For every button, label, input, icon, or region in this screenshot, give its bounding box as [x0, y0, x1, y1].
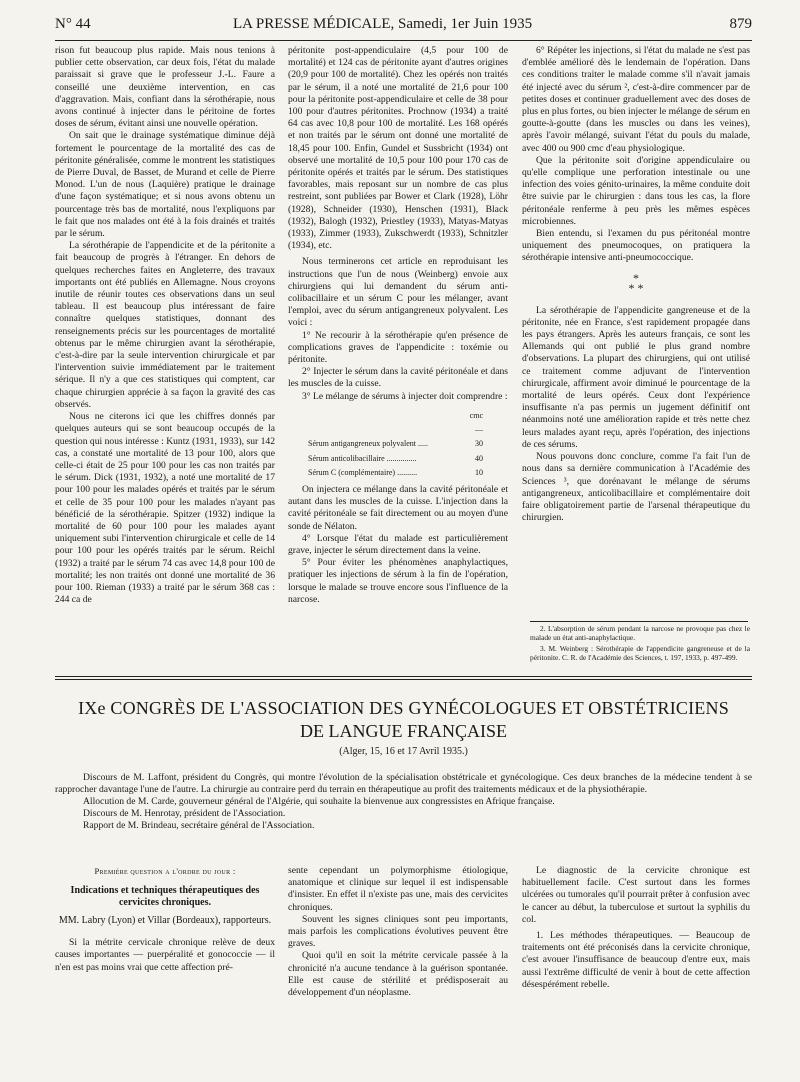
paragraph: On sait que le drainage systématique diminue déjà fortement le pourcentage de la mortalité des cas de péritonite généralisée, comme le montrent les statistiques de Pierre Duval, de Basset, de Murand et celle de Pierre Monod. L'un de nous (Laquière) pratique le drainage d'une façon systématique; et si nous avons obtenu un pourcentage très bas de mortalité, nous l'expliquons par le fait que nos malades ont été à la fois drainés et traités par le sérum. — [55, 130, 275, 240]
speech-entry: Rapport de M. Brindeau, secrétaire général de l'Association. — [83, 820, 315, 831]
congress-column-2 — [288, 865, 508, 999]
table-row: Sérum anticolibacillaire ............... 40 — [308, 453, 483, 463]
congress-subtitle: (Alger, 15, 16 et 17 Avril 1935.) — [339, 746, 468, 757]
paragraph: péritonite post-appendiculaire (4,5 pour 100 de mortalité) et 124 cas de péritonite ayant d'autres origines (20,9 pour 100 de mortalité). Chez les opérés non traités par le sérum, il a noté une mortalité de 21,6 pour 100 pour la péritonite post-appendiculaire et celle de 38 pour 100 pour d'autres péritonites. Prochnow (1934) a traité 64 cas avec 10,8 pour 100 de mortalité. Les 168 opérés et non traités par le sérum ont donné une mortalité de 18,45 pour 100. Enfin, Gundel et Sussbricht (1934) ont observé une mortalité de 10,5 pour 100 pour 170 cas de péritonite opérés et traités par le sérum. Des statistiques favorables, mais reposant sur un nombre de cas plus restreint, sont publiées par Bower et Clark (1928), Löhr (1928), Schneider (1930), Henschen (1931), Black (1932), Balogh (1932), Priestley (1933), Matyas-Matyas (1933), Zimmer (1933), Zukschwerdt (1933), Schnitzler (1934), etc. — [288, 45, 508, 252]
issue-number: N° 44 — [55, 16, 91, 32]
paragraph: Que la péritonite soit d'origine appendiculaire ou qu'elle complique une perforation intestinale ou une infection des voies génito-urinaires, la même conduite doit être suivie par le chirurgien : dans tous les cas, la flore péritonéale renferme à peu près les mêmes espèces microbiennes. — [522, 154, 750, 227]
table-dash: — — [475, 425, 483, 435]
instruction-item: 5° Pour éviter les phénomènes anaphylactiques, pratiquer les injections de sérum à la fin de l'opération, lorsque le malade se trouve encore sous l'influence de la narcose. — [288, 557, 508, 605]
journal-title: LA PRESSE MÉDICALE, Samedi, 1er Juin 1935 — [233, 16, 533, 32]
speeches-block — [55, 772, 752, 832]
table-unit: cmc — [469, 410, 483, 420]
paragraph: La sérothérapie de l'appendicite gangreneuse et de la péritonite, née en France, s'est rapidement propagée dans les pays étrangers. Après les auteurs français, ce sont les Allemands qui ont publié le plus grand nombre d'observations. La plupart des chirurgiens, qui ont utilisé ce traitement comme adjuvant de l'intervention chirurgicale, affirment avoir diminué le pourcentage de la mortalité de leurs opérés. Ceux dont l'expérience insuffisante n'a pas permis un jugement définitif ont néanmoins noté une amélioration rapide et très nette chez leurs malades ayant reçu, après l'opération, des injections de ces sérums. — [522, 304, 750, 450]
instruction-item: 2° Injecter le sérum dans la cavité péritonéale et dans les muscles de la cuisse. — [288, 366, 508, 390]
congress-title: IXe CONGRÈS DE L'ASSOCIATION DES GYNÉCOLOGUES ET OBSTÉTRICIENS — [78, 698, 729, 718]
article-column-1 — [55, 45, 275, 606]
paragraph: La sérothérapie de l'appendicite et de la péritonite a fait beaucoup de progrès à l'étranger. En dehors de quelques recherches faites en Angleterre, des travaux importants ont été publiés en Allemagne. Nous croyons inutile de réunir toutes ces observations dans un seul tableau. Il est beaucoup plus intéressant de faire connaître quelques statistiques, donnant des renseignements précis sur les pourcentages de mortalité obtenus par le même chirurgien avant la sérothérapie, c'est-à-dire par la seule intervention chirurgicale et par l'intervention suivie immédiatement par le traitement sérique. Il n'y a que ces statistiques qui comptent, car chaque chirurgien apprécie à sa façon la gravité des cas observés. — [55, 240, 275, 410]
header-rule — [55, 40, 752, 41]
instruction-item: 1° Ne recourir à la sérothérapie qu'en présence de complications graves de l'appendicite : toxémie ou péritonite. — [288, 329, 508, 366]
table-row: Sérum antigangreneux polyvalent ..... 30 — [308, 439, 483, 449]
instruction-item: 3° Le mélange de sérums à injecter doit comprendre : — [302, 390, 508, 402]
table-row: Sérum C (complémentaire) .......... 10 — [308, 467, 483, 477]
article-column-2 — [288, 45, 508, 606]
paragraph: sente cependant un polymorphisme étiologique, anatomique et clinique sur lequel il est indispensable d'insister. En effet il n'existe pas une, mais des cervicites chroniques. — [288, 865, 508, 913]
section-rule — [55, 679, 752, 680]
paragraph: 6° Répéter les injections, si l'état du malade ne s'est pas d'emblée amélioré dès le lendemain de l'opération. Dans ces conditions traiter le malade comme s'il n'avait jamais été injecté avec du sérum ², c'est-à-dire commencer par de petites doses et continuer graduellement avec des doses de plus en plus fortes, ou bien injecter le mélange de sérum en goutte-à-goutte (dans les muscles ou dans les veines), après l'avoir mélangé, suivant l'état du pouls du malade, avec 400 ou 900 cmc d'eau physiologique. — [522, 45, 750, 154]
paragraph: Nous pouvons donc conclure, comme l'a fait l'un de nous dans sa dernière communication à l'Académie des Sciences ³, que dorénavant le mélange de sérums antigangreneux, anticolibacillaire et complémentaire doit faire obligatoirement partie de l'arsenal thérapeutique du chirurgien. — [522, 451, 750, 524]
paragraph: On injectera ce mélange dans la cavité péritonéale et autant dans les muscles de la cuisse. L'injection dans la cavité péritonéale se fait directement ou au moyen d'une sonde de Nélaton. — [288, 483, 508, 532]
paragraph: Quoi qu'il en soit la métrite cervicale passée à la chronicité n'a aucune tendance à la guérison spontanée. Elle est cause de stérilité et prédisposerait au développement d'un néoplasme. — [288, 950, 508, 999]
footnotes — [530, 624, 750, 664]
section-rule — [55, 676, 752, 677]
footnote-rule — [530, 621, 748, 622]
paragraph: Nous terminerons cet article en reproduisant les instructions que l'un de nous (Weinberg) envoie aux chirurgiens qui lui demandent du sérum anti-colibacillaire et un sérum C pour les mélanger, avant l'emploi, avec du sérum antigangreneux polyvalent. Les voici : — [288, 256, 508, 329]
instruction-item: 4° Lorsque l'état du malade est particulièrement grave, injecter le sérum directement dans la veine. — [288, 532, 508, 556]
article-column-3 — [522, 45, 750, 524]
page-header — [55, 12, 752, 38]
page-number: 879 — [729, 16, 752, 32]
congress-title-line2: DE LANGUE FRANÇAISE — [300, 721, 507, 741]
paragraph: rison fut beaucoup plus rapide. Mais nous tenions à publier cette observation, car deux fois, l'état du malade paraissait si grave que le professeur J.-L. Faure a conseillé une deuxième intervention, en cas d'aggravation. Mais, confiant dans la sérothérapie, nous avons continué à injecter dans le péritoine de fortes doses de sérum, évitant ainsi une nouvelle opération. — [55, 45, 275, 130]
speech-entry: Discours de M. Laffont, président du Congrès, qui montre l'évolution de la spécialisation obstétricale et gynécologique. Ces deux branches de la médecine tendent à se rapprocher davantage l'une de l'autre. La chirurgie au contraire perd du terrain en thérapeutique au profit des traitements médicaux et de la physiothérapie. — [55, 772, 752, 795]
footnote: 3. M. Weinberg : Sérothérapie de l'appendicite gangreneuse et de la péritonite. C. R. de l'Académie des Sciences, t. 197, 1933, p. 497-499. — [530, 643, 750, 663]
paragraph: 1. Les méthodes thérapeutiques. — Beaucoup de traitements ont été préconisés dans la cervicite chronique, c'est avouer l'insuffisance de beaucoup d'entre eux, mais aussi l'extrême difficulté de venir à bout de cette affection désespérément rebelle. — [522, 930, 750, 990]
rapporteurs: MM. Labry (Lyon) et Villar (Bordeaux), rapporteurs. — [58, 915, 272, 927]
question-heading: Première question a l'ordre du jour : — [94, 866, 236, 876]
congress-column-1 — [55, 865, 275, 974]
paragraph: Nous ne citerons ici que les chiffres donnés par quelques auteurs qui se sont beaucoup occupés de la question qui nous intéresse : Kuntz (1931, 1933), sur 142 cas, a constaté une mortalité de 13 pour 100, alors que celle-ci était de 25 pour 100 pour les cas non traités par le sérum. Dick (1931, 1932), a noté une mortalité de 17 pour 100 pour les malades opérés et traités par le sérum et celle de 35 pour 100 pour les malades n'ayant pas bénéficié de la sérothérapie. Spitzer (1932) indique la mortalité de 60 pour 100 pour les malades ayant uniquement subi l'intervention chirurgicale et celle de 14 pour 100 pour les opérés traités par le sérum. Reichl (1932) a traité par le sérum 74 cas avec 14,8 pour 100 de mortalité; les non traités ont donné une mortalité de 36 pour 100. Rieman (1933) a traité par le sérum 368 cas : 244 ca de — [55, 411, 275, 606]
paragraph: Souvent les signes cliniques sont peu importants, mais parfois les complications évolutives peuvent être graves. — [288, 913, 508, 950]
section-separator: * * * — [628, 270, 644, 295]
paragraph: Si la métrite cervicale chronique relève de deux causes importantes — puerpéralité et gonococcie — il n'en est pas moins vrai que cette affection pré- — [55, 937, 275, 973]
footnote: 2. L'absorption de sérum pendant la narcose ne provoque pas chez le malade un état anti-anaphylactique. — [530, 624, 750, 643]
paragraph: Bien entendu, si l'examen du pus péritonéal montre uniquement des pneumocoques, on pratiquera la sérothérapie intensive anti-pneumococcique. — [522, 228, 750, 264]
question-title: Indications et techniques thérapeutiques des cervicites chroniques. — [70, 885, 260, 909]
serum-mixture-table — [308, 409, 483, 480]
congress-column-3 — [522, 865, 750, 991]
speech-entry: Allocution de M. Carde, gouverneur général de l'Algérie, qui souhaite la bienvenue aux congressistes en Afrique française. — [83, 796, 555, 807]
paragraph: Le diagnostic de la cervicite chronique est habituellement facile. C'est surtout dans les formes ulcérées ou tumorales qu'il pourrait prêter à confusion avec le cancer au début, la tuberculose et surtout la syphilis du col. — [522, 865, 750, 925]
speech-entry: Discours de M. Henrotay, président de l'Association. — [83, 808, 286, 819]
